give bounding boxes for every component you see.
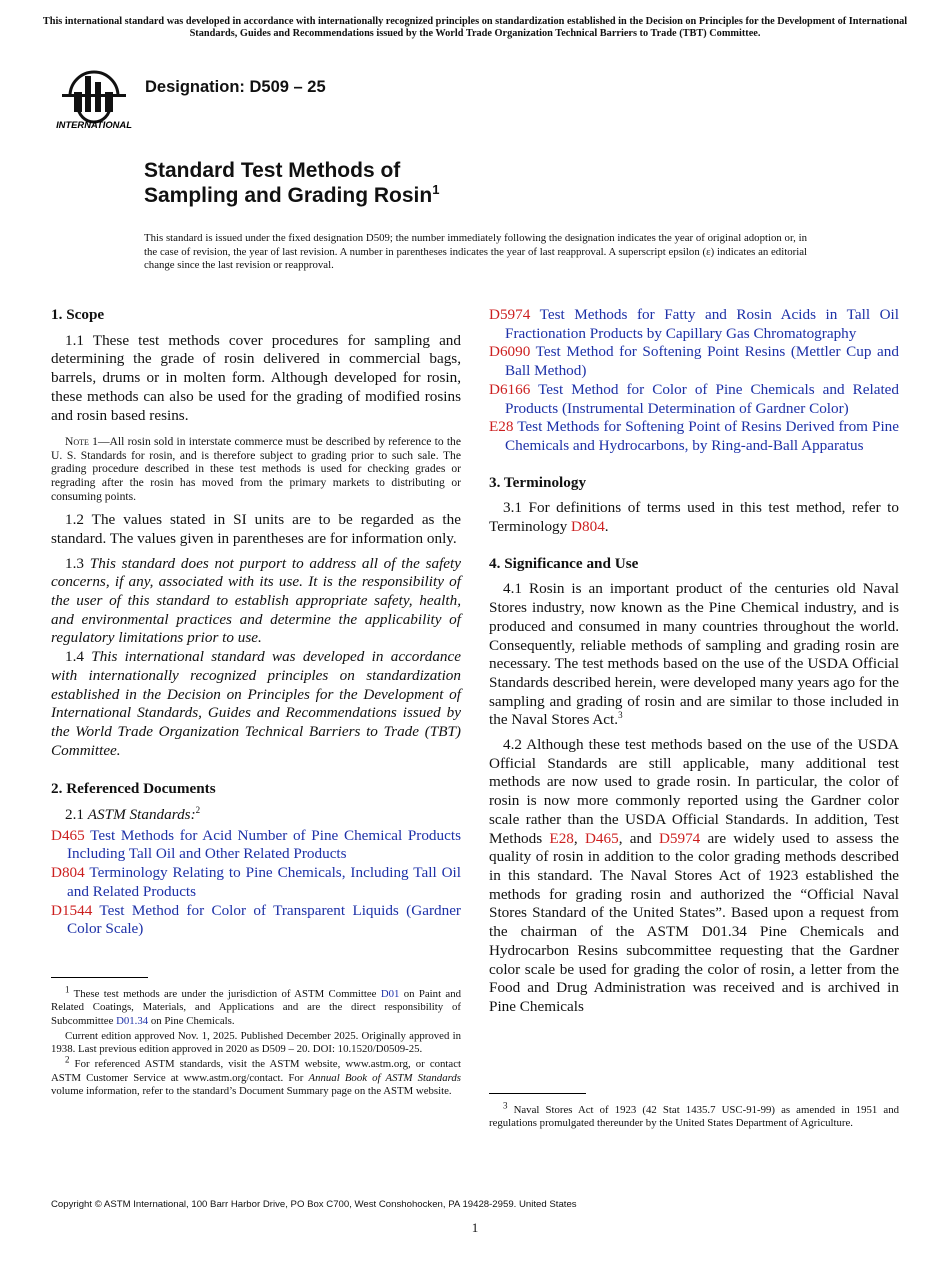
note-text: 1—All rosin sold in interstate commerce must be described by reference to the U. S. Standards for rosin, and is therefore subject to grading prior to such sale. The grading procedure described in these test methods is used for checking grades or regrading after the rosin has moved from the primary markets to distributing or consuming points. bbox=[51, 435, 461, 503]
reference-code[interactable]: D804 bbox=[51, 864, 85, 882]
footnote-divider-left bbox=[51, 977, 148, 978]
reference-code[interactable]: D1544 bbox=[51, 901, 93, 919]
reference-title[interactable]: Test Methods for Fatty and Rosin Acids in Tall Oil Fractionation Products by Capillary Gas Chromatography bbox=[505, 306, 899, 342]
section-scope-heading: 1. Scope bbox=[51, 306, 105, 323]
paragraph-1-4-text: This international standard was developed in accordance with internationally recognized principles on standardization established in the Decision on Principles for the Development of International Standards, Guides and Recommendations issued by the World Trade Organization Technical Barriers to Trade (TBT) Committee. bbox=[51, 648, 462, 759]
paragraph-4-1-text: 4.1 Rosin is an important product of the centuries old Naval Stores industry, now known as the Pine Chemical industry, and is produced and consumed in many countries throughout the world. Consequently, reliable methods of sampling and grading rosin are necessary. The test methods based on the use of the USDA Official Standards described herein, were developed many years ago for the sampling and grading of rosin and are similar to those included in the Naval Stores Act. bbox=[489, 580, 899, 729]
reference-code[interactable]: D5974 bbox=[489, 306, 531, 323]
title-line-1: Standard Test Methods of bbox=[144, 159, 401, 182]
paragraph-4-2-text-a: 4.2 Although these test methods based on the use of the USDA Official Standards are still applicable, many additional test methods are now used to grade rosin. In particular, the color of rosin is now more commonly reported using the Gardner color scale rather than the USDA Official Standards. In addition, Test Methods bbox=[489, 736, 899, 847]
separator: , and bbox=[618, 829, 659, 847]
reference-title[interactable]: Test Method for Softening Point Resins (Mettler Cup and Ball Method) bbox=[505, 343, 899, 380]
paragraph-1-4-number: 1.4 bbox=[65, 648, 92, 666]
paragraph-1-1: 1.1 These test methods cover procedures for sampling and determining the grade of rosin delivered in commercial bags, barrels, drums or in molten form. Although developed for rosin, these methods can also be used for the grading of modified rosins and rosin based resins. bbox=[51, 331, 461, 424]
page-number: 1 bbox=[471, 1220, 479, 1235]
logo-text: INTERNATIONAL bbox=[56, 119, 132, 130]
title-line-2: Sampling and Grading Rosin bbox=[144, 184, 433, 207]
footnote-2-italic: Annual Book of ASTM Standards bbox=[308, 1071, 461, 1084]
reference-title[interactable]: Terminology Relating to Pine Chemicals, Including Tall Oil and Related Products bbox=[67, 864, 461, 900]
link-e28[interactable]: E28 bbox=[549, 829, 574, 847]
paragraph-4-2-text-b: are widely used to assess the quality of rosin in addition to the color grading methods described in this standard. The Naval Stores Act of 1923 established the methods for grading rosin and authorized the “Official Naval Stores Standard of the United States”. Based upon a request from the chairman of the ASTM D01.34 Pine Chemicals and Hydrocarbon Resins subcommittee requesting that the Gardner color scale be used for grading the color of rosin, a letter from the Food and Drug Administration was received and is archived in Pine Chemicals bbox=[489, 829, 900, 1015]
paragraph-3-1 bbox=[489, 499, 899, 536]
footnotes-right bbox=[489, 1100, 899, 1133]
reference-title[interactable]: Test Methods for Softening Point of Resins Derived from Pine Chemicals and Hydrocarbons, by Ring-and-Ball Apparatus bbox=[505, 418, 899, 454]
footnote-1-mark: 1 bbox=[65, 984, 70, 995]
link-d804[interactable]: D804 bbox=[571, 518, 605, 536]
reference-code[interactable]: E28 bbox=[489, 418, 514, 436]
paragraph-3-1-end: . bbox=[604, 518, 609, 536]
paragraph-1-3-text: This standard does not purport to address all of the safety concerns, if any, associated with its use. It is the responsibility of the user of this standard to establish appropriate safety, health, and environmental practices and determine the applicability of regulatory limitations prior to use. bbox=[51, 554, 461, 647]
document-title bbox=[144, 158, 439, 208]
paragraph-1-3-number: 1.3 bbox=[65, 554, 90, 572]
paragraph-4-2 bbox=[489, 736, 899, 1017]
issue-note: This standard is issued under the fixed designation D509; the number immediately following the designation indicates the year of original adoption or, in the case of revision, the year of last revision. A number in parentheses indicates the year of last reapproval. A superscript epsilon (ε) indicates an editorial change since the last revision or reapproval. bbox=[144, 232, 807, 271]
footnote-divider-right bbox=[489, 1093, 586, 1094]
footnote-1-text-a: These test methods are under the jurisdiction of ASTM Committee bbox=[69, 988, 381, 1000]
reference-title[interactable]: Test Methods for Acid Number of Pine Chemical Products Including Tall Oil and Other Related Products bbox=[67, 826, 461, 863]
paragraph-4-1 bbox=[489, 580, 899, 730]
section-terminology-heading: 3. Terminology bbox=[489, 473, 587, 491]
footnote-3-text: Naval Stores Act of 1923 (42 Stat 1435.7 USC-91-99) as amended in 1951 and regulations promulgated thereunder by the United States Department of Agriculture. bbox=[489, 1104, 899, 1130]
paragraph-4-1-mark: 3 bbox=[618, 710, 623, 721]
reference-code[interactable]: D6090 bbox=[489, 343, 531, 361]
top-notice: This international standard was developed in accordance with internationally recognized principles on standardization established in the Decision on Principles for the Development of International Standards, Guides and Recommendations issued by the World Trade Organization Technical Barriers to Trade (TBT) Committee. bbox=[42, 16, 908, 39]
footnote-1-text-c: on Pine Chemicals. bbox=[148, 1014, 235, 1027]
footnote-2-text-b: volume information, refer to the standard’s Document Summary page on the ASTM website. bbox=[51, 1085, 452, 1098]
link-d465[interactable]: D465 bbox=[584, 829, 619, 847]
footnote-1-edition: Current edition approved Nov. 1, 2025. Published December 2025. Originally approved in 1938. Last previous edition approved in 2020 as D509 – 20. DOI: 10.1520/D0509-25. bbox=[51, 1029, 461, 1056]
link-d01[interactable]: D01 bbox=[380, 988, 400, 1000]
reference-d465[interactable] bbox=[51, 827, 461, 864]
link-d01-34[interactable]: D01.34 bbox=[116, 1014, 149, 1027]
footnote-2-mark: 2 bbox=[65, 1054, 70, 1065]
reference-d6090[interactable] bbox=[489, 343, 899, 380]
link-d5974[interactable]: D5974 bbox=[658, 829, 701, 847]
note-1 bbox=[51, 435, 461, 503]
footnote-1-text-b: on Paint and Related Coatings, Materials, and Applications and are the direct responsibility of Subcommittee bbox=[51, 988, 461, 1027]
title-footnote-mark: 1 bbox=[432, 182, 440, 197]
footnote-2 bbox=[51, 1054, 461, 1098]
copyright: Copyright © ASTM International, 100 Barr Harbor Drive, PO Box C700, West Conshohocken, PA 19428-2959. United States bbox=[51, 1199, 577, 1210]
reference-code[interactable]: D465 bbox=[51, 826, 85, 844]
left-column bbox=[51, 306, 461, 939]
reference-d804[interactable] bbox=[51, 864, 461, 901]
reference-d1544[interactable] bbox=[51, 902, 461, 939]
designation: Designation: D509 – 25 bbox=[145, 78, 326, 96]
right-column bbox=[489, 306, 899, 1023]
note-label: Note bbox=[65, 435, 89, 449]
footnote-3-mark: 3 bbox=[503, 1100, 508, 1111]
paragraph-1-2: 1.2 The values stated in SI units are to be regarded as the standard. The values given in parentheses are for information only. bbox=[51, 511, 461, 547]
paragraph-2-1-label: ASTM Standards: bbox=[87, 806, 196, 824]
separator: , bbox=[573, 829, 585, 847]
reference-code[interactable]: D6166 bbox=[489, 380, 531, 398]
reference-title[interactable]: Test Method for Color of Transparent Liquids (Gardner Color Scale) bbox=[67, 901, 461, 938]
paragraph-3-1-text: 3.1 For definitions of terms used in this test method, refer to Terminology bbox=[489, 499, 899, 536]
paragraph-2-1 bbox=[51, 806, 461, 825]
paragraph-1-4 bbox=[51, 648, 461, 760]
footnotes-left bbox=[51, 984, 461, 1100]
reference-title[interactable]: Test Method for Color of Pine Chemicals and Related Products (Instrumental Determination of Gardner Color) bbox=[505, 380, 899, 417]
paragraph-1-3 bbox=[51, 555, 461, 649]
section-significance-heading: 4. Significance and Use bbox=[489, 554, 639, 572]
reference-e28[interactable] bbox=[489, 418, 899, 455]
footnote-1 bbox=[51, 984, 461, 1028]
reference-d6166[interactable] bbox=[489, 381, 899, 418]
reference-d5974[interactable] bbox=[489, 306, 899, 343]
astm-logo-icon bbox=[52, 56, 136, 132]
section-referenced-heading: 2. Referenced Documents bbox=[51, 780, 216, 798]
footnote-2-text-a: For referenced ASTM standards, visit the ASTM website, www.astm.org, or contact ASTM Customer Service at www.astm.org/contact. For bbox=[51, 1058, 461, 1084]
paragraph-2-1-number: 2.1 bbox=[65, 806, 88, 824]
footnote-3 bbox=[489, 1100, 899, 1131]
paragraph-2-1-mark: 2 bbox=[195, 804, 201, 815]
